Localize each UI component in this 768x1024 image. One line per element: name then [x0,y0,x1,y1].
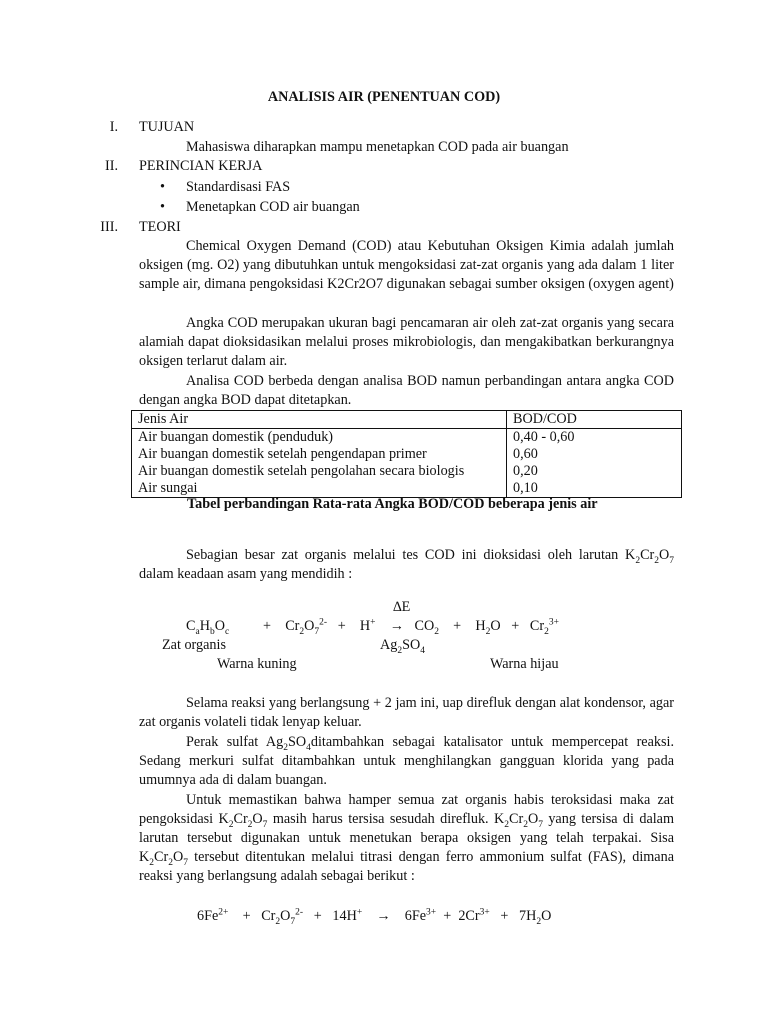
section-numeral-1: I. [109,119,118,135]
warna-kuning-label: Warna kuning [217,656,297,672]
section-heading-perincian: PERINCIAN KERJA [139,158,263,174]
section-numeral-3: III. [100,219,118,235]
table-cell: 0,40 - 0,60 [513,429,575,445]
table-cell: 0,60 [513,446,538,462]
warna-hijau-label: Warna hijau [490,656,559,672]
section-numeral-2: II. [105,158,118,174]
table-cell: 0,10 [513,480,538,496]
table-header-cell: Jenis Air [132,411,507,429]
table-row [132,463,682,480]
paragraph-reflux: Selama reaksi yang berlangsung + 2 jam ini, uap direfluk dengan alat kondensor, agar zat organis volateli tidak lenyap keluar. [139,695,674,730]
section-heading-tujuan: TUJUAN [139,119,195,135]
bullet-item: Standardisasi FAS [186,179,291,195]
reaction-equation-cod: + $Cr_2O_7^{2-}$ + H+ → $CO_2$ + $H_2O + Cr_2^{3+}$ [263,617,559,637]
bullet-item: Menetapkan COD air buangan [186,199,360,215]
table-cell: Air sungai [132,480,507,498]
table-cell: Air buangan domestik setelah pengolahan secara biologis [132,463,507,480]
table-cell: Air buangan domestik (penduduk) [132,429,507,447]
paragraph-oxidation: Sebagian besar zat organis melalui tes COD ini dioksidasi oleh larutan $K_2Cr_2O_7$ dalam keadaan asam yang mendidih : [139,547,674,582]
table-caption: Tabel perbandingan Rata-rata Angka BOD/COD beberapa jenis air [187,496,598,512]
catalyst-label: $Ag_2SO_4$ [380,637,425,656]
section-heading-teori: TEORI [139,219,181,235]
table-cell: Air buangan domestik setelah pengendapan primer [132,446,507,463]
heat-symbol: ∆E [393,599,411,615]
tujuan-text: Mahasiswa diharapkan mampu menetapkan COD pada air buangan [186,139,569,155]
bullet-icon: • [160,199,165,215]
teori-paragraph-3: Analisa COD berbeda dengan analisa BOD namun perbandingan antara angka COD dengan angka BOD dapat ditetapkan. [139,373,674,408]
zat-organis-label: Zat organis [162,637,226,653]
paragraph-catalyst: Perak sulfat $Ag_2SO_4ditambahkan$ sebagai katalisator untuk mempercepat reaksi. Sedang merkuri sulfat ditambahkan untuk menghilangkan gangguan klorida yang pada umumnya ada di dalam buangan. [139,734,674,788]
reaction-equation-cod: $C_aH_bO_c$ [186,618,230,637]
reaction-equation-fas: $6Fe^{2+}$ + $Cr_2O_7^{2-} + 14H^+$ → $6Fe^{3+} + 2Cr^{3+} + 7H_2O$ [197,907,552,927]
table-row [132,446,682,463]
table-row [132,429,682,447]
teori-paragraph-1: Chemical Oxygen Demand (COD) atau Kebutuhan Oksigen Kimia adalah jumlah oksigen (mg. O2) yang dibutuhkan untuk mengoksidasi zat-zat organis yang ada dalam 1 liter sample air, dimana pengoksidasi K2Cr2O7 digunakan sebagai sumber oksigen (oxygen agent) [139,238,674,292]
bullet-icon: • [160,179,165,195]
paragraph-titration: Untuk memastikan bahwa hamper semua zat organis habis teroksidasi maka zat pengoksidasi $K_2Cr_2O_7$ masih harus tersisa sesudah direfluk. $K_2Cr_2O_7$ yang tersisa di dalam larutan tersebut digunakan untuk menetukan berapa oksigen yang telah terpakai. Sisa $K_2Cr_2O_7$ tersebut ditentukan melalui titrasi dengan ferro ammonium sulfat (FAS), dimana reaksi yang berlangsung adalah sebagai berikut : [139,792,675,884]
teori-paragraph-2: Angka COD merupakan ukuran bagi pencamaran air oleh zat-zat organis yang secara alamiah dapat dioksidasikan melalui proses mikrobiologis, dan mengakibatkan berkurangnya oksigen terlarut dalam air. [139,315,674,369]
table-cell: 0,20 [513,463,538,479]
table-header-cell: BOD/COD [507,411,682,429]
table-header-row [132,411,682,429]
page-title: ANALISIS AIR (PENENTUAN COD) [267,89,501,105]
bod-cod-table [131,410,682,498]
